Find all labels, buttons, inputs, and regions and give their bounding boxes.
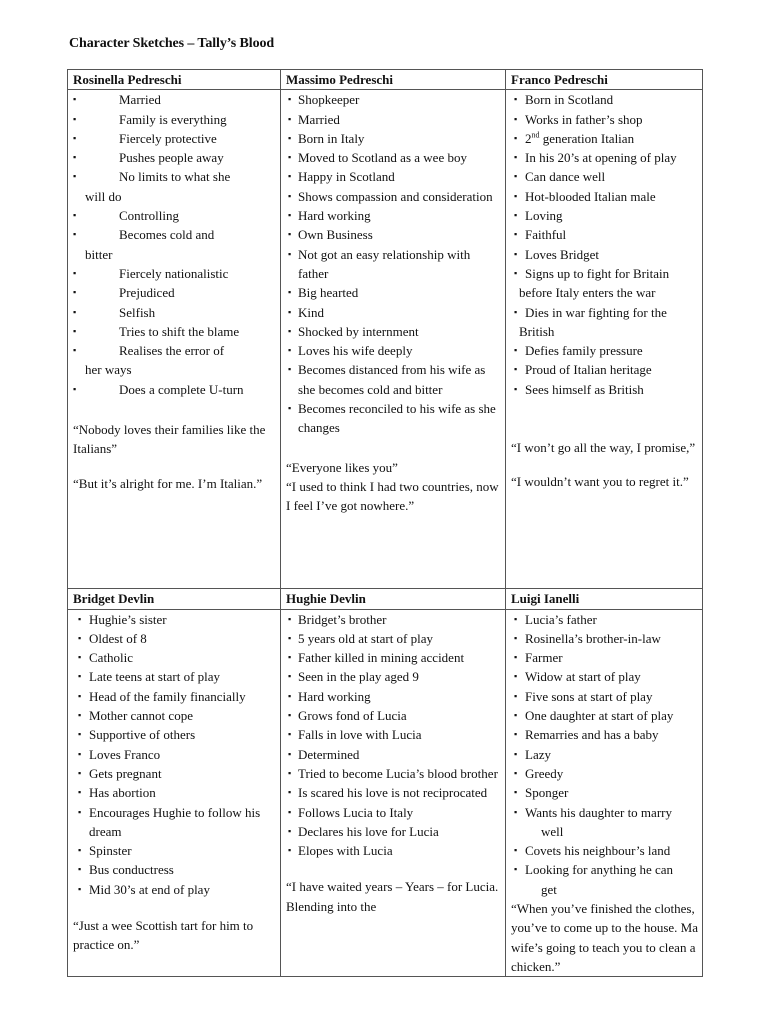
cell-hughie: [281, 609, 506, 977]
cell-franco: [506, 90, 703, 589]
list-item-continuation: will do: [85, 188, 122, 204]
list-item: ▪ Father killed in mining accident: [288, 650, 465, 666]
header-rosinella: Rosinella Pedreschi: [68, 70, 281, 90]
header-row-2: [68, 589, 703, 609]
body-row-2: [68, 609, 703, 977]
rosinella-list: [73, 90, 276, 399]
list-item: ▪ Covets his neighbour’s land: [514, 843, 671, 859]
list-item: ▪ Defies family pressure: [514, 343, 643, 359]
massimo-quote-2: “I used to think I had two countries, now I feel I’ve got nowhere.”: [286, 478, 499, 514]
list-item: ▪ Selfish: [73, 304, 156, 320]
list-item: ▪ Bridget’s brother: [288, 611, 387, 627]
list-item: ▪ Shopkeeper: [288, 92, 360, 108]
body-row-1: [68, 90, 703, 589]
list-item: ▪ Own Business: [288, 227, 373, 243]
list-item: ▪ Wants his daughter to marry: [514, 804, 672, 820]
list-item: ▪ Loves Franco: [78, 746, 161, 762]
list-item: ▪ Remarries and has a baby: [514, 727, 659, 743]
list-item: ▪ Loves his wife deeply: [288, 343, 413, 359]
list-item: ▪ Not got an easy relationship with father: [288, 246, 471, 281]
list-item: ▪ Hard working: [288, 688, 371, 704]
list-item: ▪ Five sons at start of play: [514, 688, 653, 704]
list-item-continuation: get: [541, 881, 557, 897]
list-item: ▪ Fiercely nationalistic: [73, 265, 229, 281]
list-item: ▪ Works in father’s shop: [514, 111, 643, 127]
list-item: ▪ Big hearted: [288, 285, 359, 301]
list-item: ▪ Loves Bridget: [514, 246, 600, 262]
list-item: ▪ 5 years old at start of play: [288, 630, 434, 646]
list-item: ▪ Greedy: [514, 765, 564, 781]
list-item: ▪ Falls in love with Lucia: [288, 727, 422, 743]
list-item: ▪ Fiercely protective: [73, 130, 217, 146]
list-item: ▪ Head of the family financially: [78, 688, 246, 704]
list-item: ▪ Elopes with Lucia: [288, 843, 393, 859]
list-item: ▪ Prejudiced: [73, 285, 175, 301]
list-item: ▪ Born in Italy: [288, 130, 365, 146]
list-item: ▪ Determined: [288, 746, 360, 762]
franco-quote-1: “I won’t go all the way, I promise,”: [511, 440, 696, 456]
header-hughie: Hughie Devlin: [281, 589, 506, 609]
massimo-list: [286, 90, 501, 437]
list-item: ▪ Widow at start of play: [514, 669, 641, 685]
rosinella-quote-1: “Nobody loves their families like the Italians”: [73, 422, 266, 457]
list-item: ▪ One daughter at start of play: [514, 708, 674, 724]
list-item: ▪ Does a complete U-turn: [73, 381, 244, 397]
header-bridget: Bridget Devlin: [68, 589, 281, 609]
list-item: ▪ Tried to become Lucia’s blood brother: [288, 765, 498, 781]
list-item: ▪ Shows compassion and consideration: [288, 188, 493, 204]
list-item: ▪ Lucia’s father: [514, 611, 597, 627]
list-item: ▪ Faithful: [514, 227, 567, 243]
list-item: ▪ 2nd generation Italian: [514, 130, 635, 146]
list-item: ▪ Lazy: [514, 746, 551, 762]
list-item: ▪ Gets pregnant: [78, 765, 162, 781]
list-item: ▪ Seen in the play aged 9: [288, 669, 419, 685]
list-item: ▪ Shocked by internment: [288, 323, 419, 339]
list-item: ▪ Proud of Italian heritage: [514, 362, 652, 378]
list-item: ▪ Becomes reconciled to his wife as she changes: [288, 401, 496, 436]
list-item: ▪ Mother cannot cope: [78, 708, 193, 724]
list-item: ▪ Pushes people away: [73, 150, 224, 166]
list-item-continuation: well: [541, 823, 564, 839]
franco-list: [511, 90, 698, 399]
header-franco: Franco Pedreschi: [506, 70, 703, 90]
list-item: ▪ Becomes cold and: [73, 227, 215, 243]
list-item: ▪ Family is everything: [73, 111, 227, 127]
list-item-continuation: before Italy enters the war: [519, 285, 656, 301]
list-item: ▪ Realises the error of: [73, 343, 225, 359]
header-luigi: Luigi Ianelli: [506, 589, 703, 609]
list-item: ▪ Rosinella’s brother-in-law: [514, 630, 661, 646]
list-item-continuation: her ways: [85, 362, 132, 378]
list-item: ▪ Becomes distanced from his wife as she becomes cold and bitter: [288, 362, 486, 397]
list-item: ▪ Married: [73, 92, 161, 108]
franco-quote-2: “I wouldn’t want you to regret it.”: [511, 474, 689, 490]
list-item: ▪ Encourages Hughie to follow his dream: [78, 804, 261, 839]
cell-luigi: [506, 609, 703, 977]
luigi-list: [511, 610, 698, 899]
list-item-continuation: bitter: [85, 246, 113, 262]
list-item: ▪ Sponger: [514, 785, 569, 801]
list-item: ▪ No limits to what she: [73, 169, 231, 185]
list-item: ▪ Tries to shift the blame: [73, 323, 240, 339]
list-item: ▪ Married: [288, 111, 340, 127]
list-item: ▪ Hot-blooded Italian male: [514, 188, 656, 204]
list-item: ▪ Born in Scotland: [514, 92, 614, 108]
list-item: ▪ Dies in war fighting for the: [514, 304, 667, 320]
hughie-list: [286, 610, 501, 861]
list-item: ▪ Is scared his love is not reciprocated: [288, 785, 488, 801]
list-item: ▪ Kind: [288, 304, 324, 320]
list-item: ▪ Looking for anything he can: [514, 862, 674, 878]
list-item: ▪ Follows Lucia to Italy: [288, 804, 414, 820]
list-item: ▪ Signs up to fight for Britain: [514, 265, 670, 281]
hughie-quote-1: “I have waited years – Years – for Lucia. Blending into the: [286, 879, 499, 914]
list-item: ▪ Mid 30’s at end of play: [78, 881, 210, 897]
bridget-quote-1: “Just a wee Scottish tart for him to practice on.”: [73, 918, 254, 953]
cell-rosinella: [68, 90, 281, 589]
list-item: ▪ Hard working: [288, 208, 371, 224]
list-item: ▪ Moved to Scotland as a wee boy: [288, 150, 467, 166]
list-item: ▪ In his 20’s at opening of play: [514, 150, 677, 166]
list-item: ▪ Supportive of others: [78, 727, 196, 743]
header-massimo: Massimo Pedreschi: [281, 70, 506, 90]
document-title: Character Sketches – Tally’s Blood: [69, 36, 275, 51]
cell-massimo: [281, 90, 506, 589]
list-item: ▪ Declares his love for Lucia: [288, 823, 439, 839]
massimo-quote-1: “Everyone likes you”: [286, 459, 398, 475]
rosinella-quote-2: “But it’s alright for me. I’m Italian.”: [73, 475, 263, 491]
list-item: ▪ Catholic: [78, 650, 134, 666]
list-item: ▪ Hughie’s sister: [78, 611, 167, 627]
list-item: ▪ Can dance well: [514, 169, 606, 185]
cell-bridget: [68, 609, 281, 977]
list-item: ▪ Happy in Scotland: [288, 169, 395, 185]
list-item: ▪ Controlling: [73, 208, 179, 224]
list-item: ▪ Oldest of 8: [78, 630, 147, 646]
list-item: ▪ Late teens at start of play: [78, 669, 221, 685]
bridget-list: [73, 610, 276, 899]
list-item: ▪ Grows fond of Lucia: [288, 708, 407, 724]
character-table: [67, 69, 703, 977]
list-item: ▪ Farmer: [514, 650, 563, 666]
header-row-1: [68, 70, 703, 90]
list-item: ▪ Has abortion: [78, 785, 156, 801]
list-item: ▪ Bus conductress: [78, 862, 174, 878]
list-item: ▪ Loving: [514, 208, 563, 224]
list-item-continuation: British: [519, 323, 555, 339]
luigi-quote-1: “When you’ve finished the clothes, you’ve to come up to the house. Ma wife’s going to teach you to clean a chicken.”: [511, 901, 699, 974]
list-item: ▪ Sees himself as British: [514, 381, 644, 397]
list-item: ▪ Spinster: [78, 843, 132, 859]
